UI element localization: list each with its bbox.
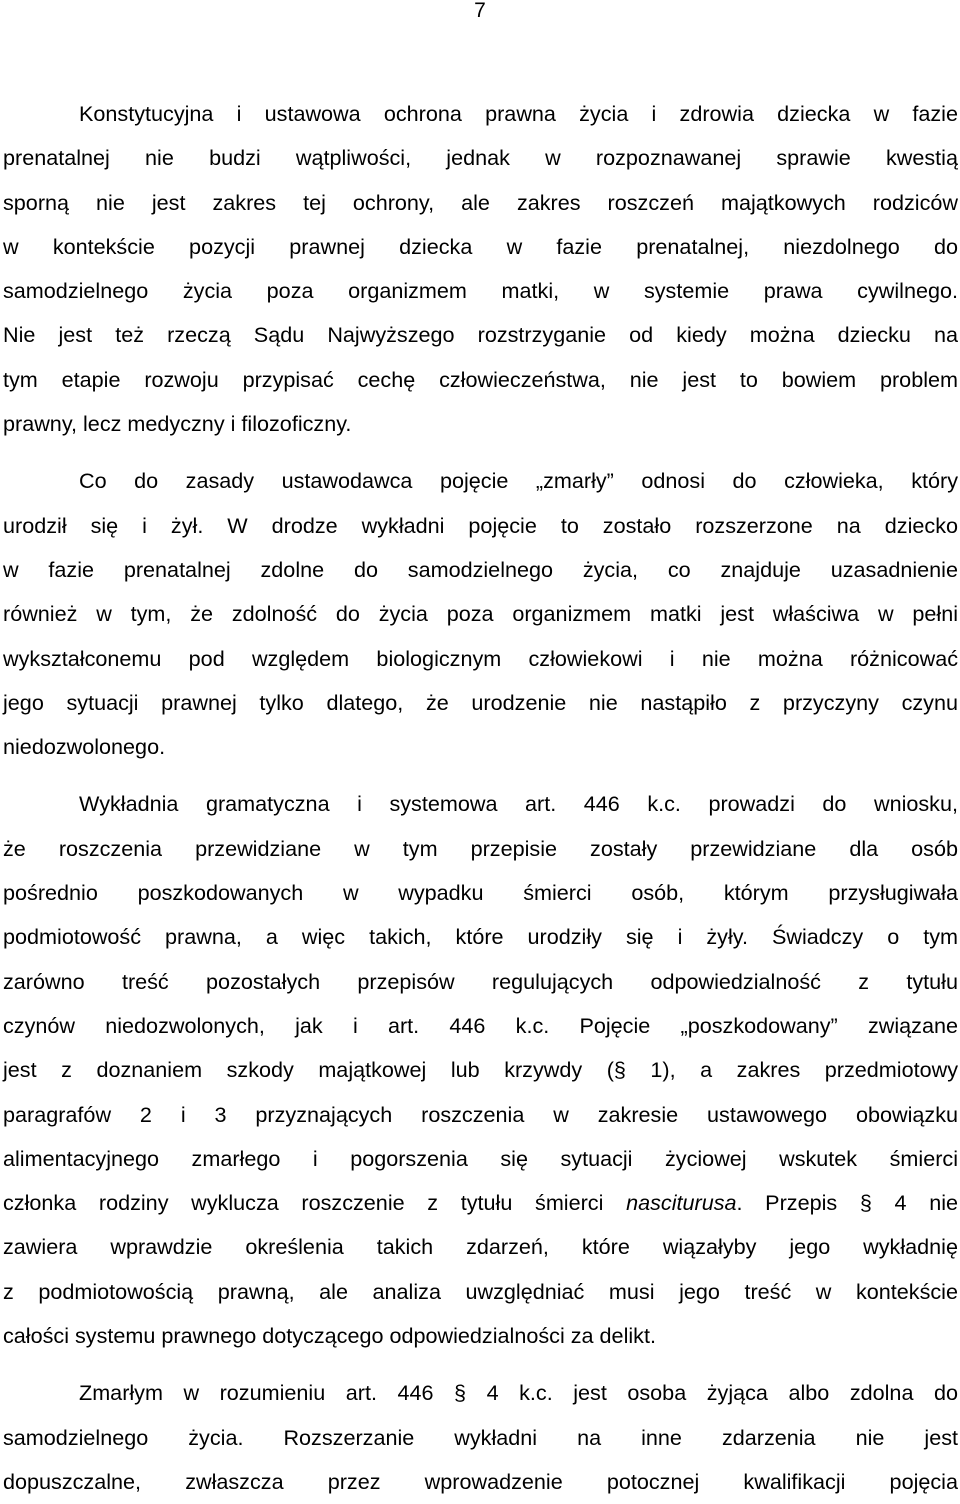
text-line: Zmarłym w rozumieniu art. 446 § 4 k.c. jest osoba żyjąca albo zdolna do [79, 1380, 958, 1406]
text-line: alimentacyjnego zmarłego i pogorszenia się sytuacji życiowej wskutek śmierci [3, 1145, 958, 1171]
paragraph-2 [3, 459, 958, 769]
text-line: sporną nie jest zakres tej ochrony, ale zakres roszczeń majątkowych rodziców [3, 189, 958, 215]
text-line: że roszczenia przewidziane w tym przepisie zostały przewidziane dla osób [3, 835, 958, 861]
text-line: w fazie prenatalnej zdolne do samodzielnego życia, co znajduje uzasadnienie [3, 556, 958, 582]
text-line: również w tym, że zdolność do życia poza organizmem matki jest właściwa w pełni [3, 601, 958, 627]
text-line: czynów niedozwolonych, jak i art. 446 k.c. Pojęcie „poszkodowany” związane [3, 1012, 958, 1038]
text-line: z podmiotowością prawną, ale analiza uwzględniać musi jego treść w kontekście [3, 1278, 958, 1304]
text-line: urodził się i żył. W drodze wykładni pojęcie to zostało rozszerzone na dziecko [3, 512, 958, 538]
text-line: samodzielnego życia. Rozszerzanie wykładni na inne zdarzenia nie jest [3, 1424, 958, 1450]
document-body [3, 92, 958, 1504]
text-line: tym etapie rozwoju przypisać cechę człowieczeństwa, nie jest to bowiem problem [3, 366, 958, 392]
text-line: całości systemu prawnego dotyczącego odpowiedzialności za delikt. [3, 1323, 656, 1349]
text-line: prenatalnej nie budzi wątpliwości, jednak w rozpoznawanej sprawie kwestią [3, 145, 958, 171]
text-line: pośrednio poszkodowanych w wypadku śmierci osób, którym przysługiwała [3, 880, 958, 906]
text-segment: . Przepis § 4 nie [736, 1190, 959, 1216]
text-segment: członka rodziny wyklucza roszczenie z tytułu śmierci [3, 1190, 627, 1216]
text-line: paragrafów 2 i 3 przyznających roszczenia w zakresie ustawowego obowiązku [3, 1101, 958, 1127]
text-line: samodzielnego życia poza organizmem matki, w systemie prawa cywilnego. [3, 278, 958, 304]
paragraph-4 [3, 1371, 958, 1504]
text-line: dopuszczalne, zwłaszcza przez wprowadzenie potocznej kwalifikacji pojęcia [3, 1468, 958, 1494]
paragraph-3 [3, 782, 958, 1358]
paragraph-1 [3, 92, 958, 446]
text-line: jego sytuacji prawnej tylko dlatego, że urodzenie nie nastąpiło z przyczyny czynu [3, 689, 958, 715]
text-line: Konstytucyjna i ustawowa ochrona prawna życia i zdrowia dziecka w fazie [79, 101, 958, 126]
text-line: niedozwolonego. [3, 734, 166, 760]
italic-term: nasciturusa [626, 1190, 737, 1216]
text-line: wykształconemu pod względem biologicznym człowiekowi i nie można różnicować [3, 645, 958, 671]
text-line-with-italic [3, 1181, 958, 1225]
text-line: w kontekście pozycji prawnej dziecka w fazie prenatalnej, niezdolnego do [3, 233, 958, 259]
page-number: 7 [474, 0, 486, 22]
text-line: Nie jest też rzeczą Sądu Najwyższego rozstrzyganie od kiedy można dziecku na [3, 322, 958, 348]
text-line: prawny, lecz medyczny i filozoficzny. [3, 411, 352, 437]
text-line: zarówno treść pozostałych przepisów regulujących odpowiedzialność z tytułu [3, 968, 958, 994]
text-line: zawiera wprawdzie określenia takich zdarzeń, które wiązałyby jego wykładnię [3, 1234, 958, 1260]
text-line: Co do zasady ustawodawca pojęcie „zmarły” odnosi do człowieka, który [79, 468, 958, 494]
text-line: Wykładnia gramatyczna i systemowa art. 446 k.c. prowadzi do wniosku, [79, 791, 958, 817]
text-line: podmiotowość prawna, a więc takich, które urodziły się i żyły. Świadczy o tym [3, 924, 958, 950]
text-line: jest z doznaniem szkody majątkowej lub krzywdy (§ 1), a zakres przedmiotowy [3, 1057, 958, 1083]
